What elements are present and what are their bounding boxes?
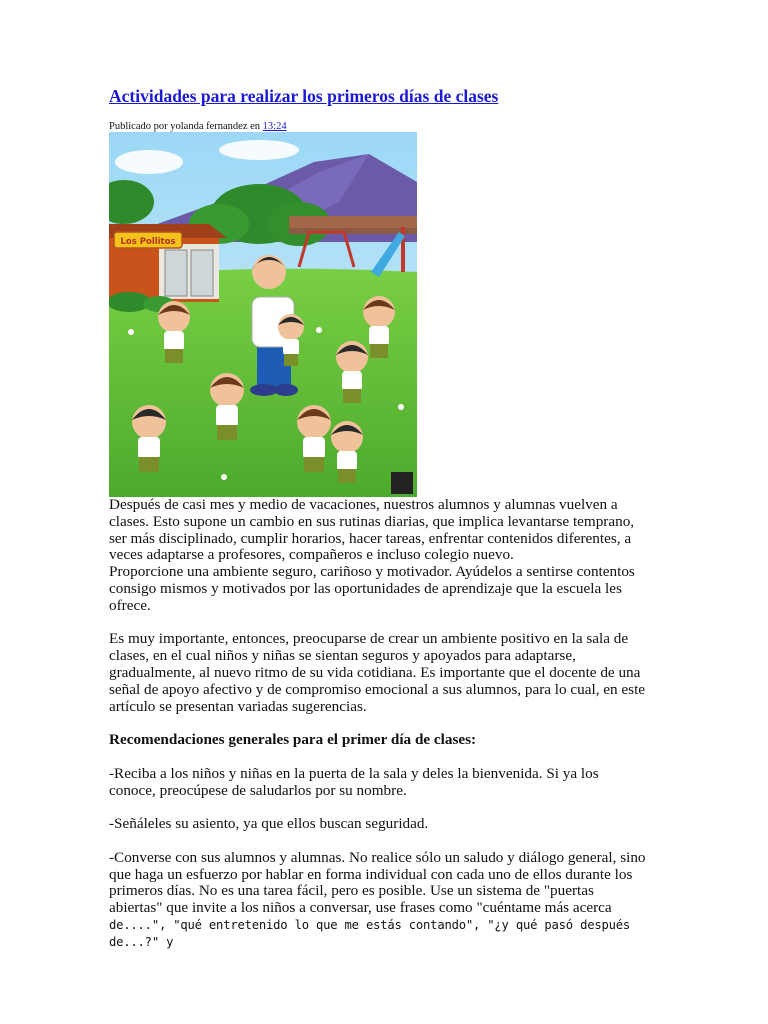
text-line: -Converse con sus alumnos y alumnas. No realice sólo un saludo y diálogo general, sino: [109, 848, 646, 866]
text-line: Después de casi mes y medio de vacaciones, nuestros alumnos y alumnas vuelven a: [109, 496, 618, 513]
text-line: -Reciba a los niños y niñas en la puerta de la sala y deles la bienvenida. Si ya los: [109, 764, 599, 782]
text-line: que haga un esfuerzo por hablar en forma individual con cada uno de ellos durante los: [109, 865, 633, 883]
recommendation-seat: [109, 816, 669, 833]
text-line: conoce, preocúpese de saludarlos por su nombre.: [109, 781, 407, 799]
text-line: clases. Esto supone un cambio en sus rutinas diarias, que implica levantarse temprano,: [109, 512, 635, 530]
post-time-link[interactable]: 13:24: [262, 121, 287, 132]
text-line: ser más disciplinado, cumplir horarios, hacer tareas, enfrentar contenidos diferentes, a: [109, 529, 632, 547]
text-line: Proporcione una ambiente seguro, cariñoso y motivador. Ayúdelos a sentirse contentos: [109, 563, 635, 581]
school-sign-text: Los Pollitos: [120, 237, 176, 247]
text-line: consigo mismos y motivados por las oportunidades de aprendizaje que la escuela les: [109, 579, 622, 597]
text-line: ofrece.: [109, 596, 151, 614]
school-building: [109, 224, 227, 302]
corner-logo-icon: [391, 472, 413, 494]
text-line: gradualmente, al nuevo ritmo de su vida cotidiana. Es importante que el docente de una: [109, 663, 641, 681]
text-line: veces adaptarse a profesores, compañeros e incluso colegio nuevo.: [109, 546, 514, 564]
recommendation-converse: [109, 850, 669, 951]
article-title[interactable]: Actividades para realizar los primeros días de clases: [109, 86, 499, 106]
article-illustration: [109, 132, 417, 497]
article-body: [109, 497, 669, 951]
text-line: clases, en el cual niños y niñas se sientan seguros y apoyados para adaptarse,: [109, 647, 576, 665]
paragraph-intro: [109, 497, 669, 615]
text-line: Es muy importante, entonces, preocuparse de crear un ambiente positivo en la sala de: [109, 630, 629, 648]
recommendation-welcome: [109, 766, 669, 800]
text-line: abiertas" que invite a los niños a conversar, use frases como "cuéntame más acerca: [109, 899, 612, 917]
section-heading: Recomendaciones generales para el primer día de clases:: [109, 731, 477, 749]
text-line: señal de apoyo afectivo y de compromiso emocional a sus alumnos, para lo cual, en este: [109, 680, 646, 698]
text-line: primeros días. No es una tarea fácil, pero es posible. Use un sistema de "puertas: [109, 882, 594, 900]
text-line: artículo se presentan variadas sugerencias.: [109, 697, 367, 715]
classroom-illustration: [109, 132, 417, 497]
text-line: -Señáleles su asiento, ya que ellos buscan seguridad.: [109, 815, 429, 833]
byline-prefix: Publicado por yolanda fernandez en: [109, 121, 263, 132]
text-line: de....", "qué entretenido lo que me estás contando", "¿y qué pasó después de...?" y: [109, 917, 631, 949]
paragraph-importance: [109, 631, 669, 715]
